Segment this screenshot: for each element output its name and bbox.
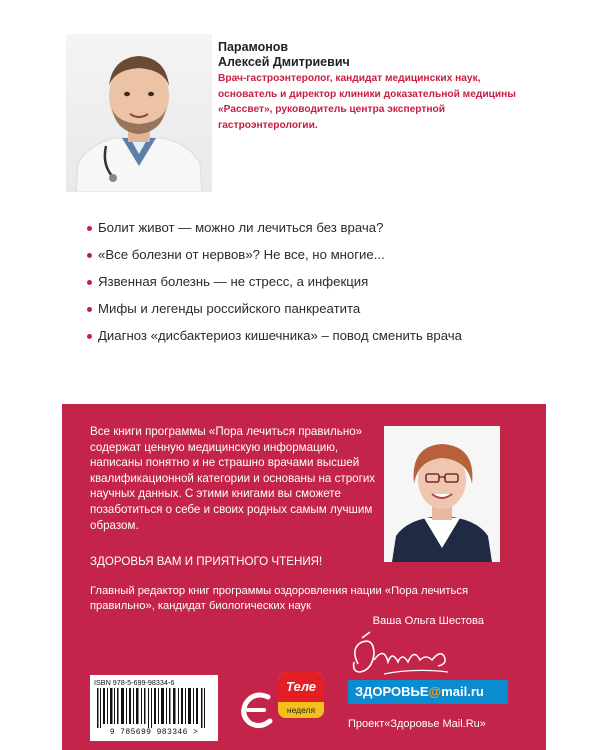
list-item-text: Болит живот — можно ли лечиться без врача? xyxy=(98,220,384,235)
project-caption: Проект«Здоровье Mail.Ru» xyxy=(348,718,486,730)
greeting-text: ЗДОРОВЬЯ ВАМ И ПРИЯТНОГО ЧТЕНИЯ! xyxy=(90,555,323,568)
barcode xyxy=(90,675,218,741)
zdorovie-mail-logo xyxy=(348,680,508,704)
author-photo xyxy=(66,34,212,192)
list-item xyxy=(84,272,554,299)
list-item-text: Язвенная болезнь — не стресс, а инфекция xyxy=(98,274,369,289)
mail-logo-suffix: mail.ru xyxy=(441,684,484,699)
bullet-icon xyxy=(87,226,92,231)
eksmo-logo-icon xyxy=(238,687,278,731)
topic-list xyxy=(84,218,554,353)
bullet-icon xyxy=(87,280,92,285)
tele-logo-title: Теле xyxy=(278,672,324,702)
author-given-names: Алексей Дмитриевич xyxy=(218,55,350,69)
bullet-icon xyxy=(87,253,92,258)
editor-signoff: Ваша Ольга Шестова xyxy=(372,615,484,627)
isbn-number: ISBN 978-5-699-98334-6 xyxy=(94,678,175,687)
editor-note: Главный редактор книг программы оздоровления нации «Пора лечиться правильно», кандидат биологических наук xyxy=(90,585,469,612)
author-name xyxy=(218,40,518,70)
author-description: Врач-гастроэнтеролог, кандидат медицинских наук, основатель и директор клиники доказательной медицины «Рассвет», руководитель центра экспертной гастроэнтерологии. xyxy=(218,73,516,131)
barcode-digits: 9 785699 983346 > xyxy=(109,728,199,737)
list-item-text: Мифы и легенды российского панкреатита xyxy=(98,301,361,316)
list-item xyxy=(84,245,554,272)
list-item-text: «Все болезни от нервов»? Не все, но многие... xyxy=(98,247,385,262)
bullet-icon xyxy=(87,334,92,339)
mail-logo-at: @ xyxy=(428,684,442,699)
program-panel xyxy=(62,404,546,750)
list-item xyxy=(84,218,554,245)
mail-logo-prefix: ЗДОРОВЬЕ xyxy=(355,684,429,699)
tele-nedelya-logo xyxy=(278,672,324,718)
bullet-icon xyxy=(87,307,92,312)
list-item-text: Диагноз «дисбактериоз кишечника» – повод сменить врача xyxy=(98,328,463,343)
tele-logo-subtitle: неделя xyxy=(278,702,324,718)
editor-photo xyxy=(384,426,500,562)
barcode-bars-icon xyxy=(97,688,211,728)
program-description: Все книги программы «Пора лечиться правильно» содержат ценную медицинскую информацию, написаны понятно и не страшно врачами высшей квалификационной категории и основаны на строгих научных данных. С этими книгами вы сможете позаботиться о себе и своих родных самым лучшим образом. xyxy=(90,425,376,532)
list-item xyxy=(84,299,554,326)
list-item xyxy=(84,326,554,353)
author-surname: Парамонов xyxy=(218,40,289,54)
